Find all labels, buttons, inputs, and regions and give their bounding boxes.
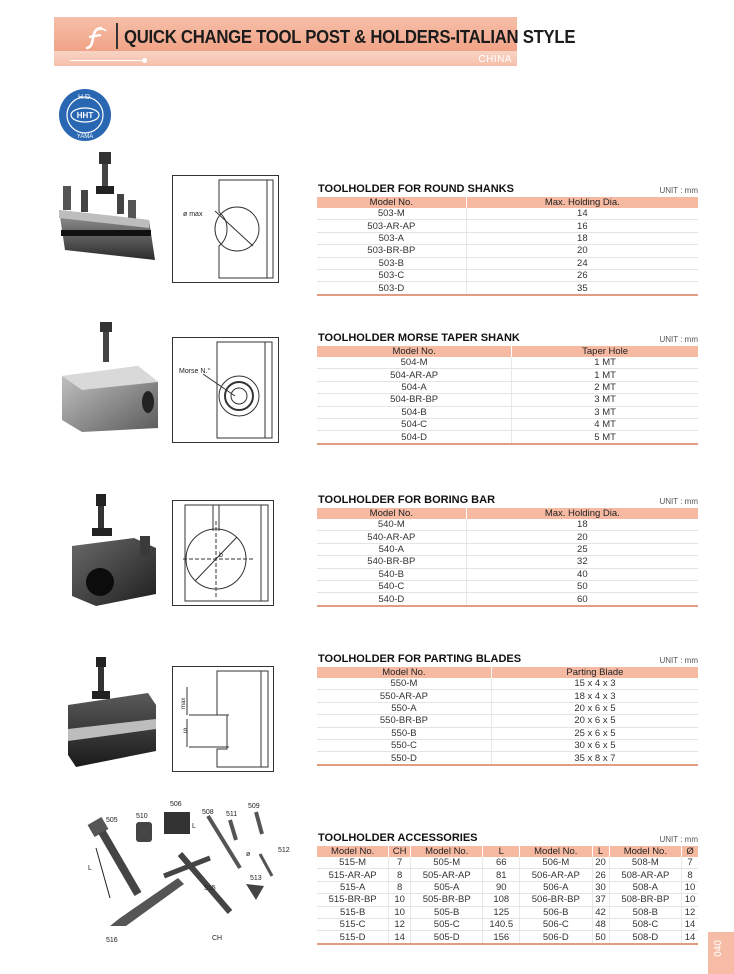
table-row bbox=[317, 418, 698, 430]
section-title-accessories: TOOLHOLDER ACCESSORIES bbox=[318, 832, 478, 844]
cell-value: 35 x 8 x 7 bbox=[491, 752, 698, 765]
table-row bbox=[317, 406, 698, 418]
col-header-model-505: Model No. bbox=[410, 846, 482, 857]
cell-value: 12 bbox=[682, 906, 698, 918]
cell-model: 504-BR-BP bbox=[317, 394, 512, 406]
section-title-parting-blades: TOOLHOLDER FOR PARTING BLADES bbox=[318, 653, 522, 665]
cell-value: 20 bbox=[466, 245, 698, 257]
cell-value: 25 bbox=[466, 543, 698, 555]
cell-model: 540-M bbox=[317, 519, 466, 531]
brand-badge-logo bbox=[58, 88, 112, 142]
cell-model: 515-C bbox=[317, 918, 389, 930]
cell-value: 30 bbox=[592, 881, 609, 893]
cell-model: 505-B bbox=[410, 906, 482, 918]
cell-model: 504-D bbox=[317, 431, 512, 444]
cell-model: 504-A bbox=[317, 381, 512, 393]
cell-model: 504-M bbox=[317, 357, 512, 369]
cell-value: 26 bbox=[466, 269, 698, 281]
cell-model: 504-B bbox=[317, 406, 512, 418]
cell-value: 14 bbox=[466, 208, 698, 220]
table-row bbox=[317, 245, 698, 257]
part-label-505: 505 bbox=[106, 817, 118, 824]
cell-value: 16 bbox=[466, 220, 698, 232]
cell-value: 26 bbox=[592, 869, 609, 881]
table-row bbox=[317, 519, 698, 531]
table-row bbox=[317, 568, 698, 580]
round-shank-holder-photo bbox=[55, 150, 161, 280]
cell-value: 14 bbox=[682, 918, 698, 930]
cell-model: 503-BR-BP bbox=[317, 245, 466, 257]
cell-model: 515-BR-BP bbox=[317, 894, 389, 906]
cell-value: 25 x 6 x 5 bbox=[491, 727, 698, 739]
cell-model: 503-AR-AP bbox=[317, 220, 466, 232]
table-row bbox=[317, 394, 698, 406]
table-row bbox=[317, 931, 698, 944]
table-row bbox=[317, 431, 698, 444]
boring-bar-holder-photo bbox=[68, 490, 160, 610]
col-header-model-515: Model No. bbox=[317, 846, 389, 857]
boring-bar-diagram bbox=[172, 500, 274, 606]
section-title-round-shanks: TOOLHOLDER FOR ROUND SHANKS bbox=[318, 183, 514, 195]
cell-model: 540-D bbox=[317, 593, 466, 606]
cell-value: 10 bbox=[389, 906, 411, 918]
table-row bbox=[317, 739, 698, 751]
table-row bbox=[317, 857, 698, 869]
table-row bbox=[317, 580, 698, 592]
col-header-model-508: Model No. bbox=[609, 846, 681, 857]
cell-value: 10 bbox=[682, 881, 698, 893]
header-subband bbox=[54, 51, 517, 66]
morse-taper-diagram bbox=[172, 337, 279, 443]
header-rule-dot bbox=[142, 58, 147, 63]
cell-model: 505-A bbox=[410, 881, 482, 893]
cell-model: 505-M bbox=[410, 857, 482, 869]
cell-value: 12 bbox=[389, 918, 411, 930]
page-number: 040 bbox=[713, 940, 724, 957]
parting-blade-diagram bbox=[172, 666, 274, 772]
cell-value: 14 bbox=[389, 931, 411, 944]
cell-value: 2 MT bbox=[512, 381, 698, 393]
cell-value: 81 bbox=[483, 869, 520, 881]
cell-model: 550-AR-AP bbox=[317, 690, 491, 702]
table-row bbox=[317, 752, 698, 765]
cell-model: 503-A bbox=[317, 232, 466, 244]
cell-model: 508-C bbox=[609, 918, 681, 930]
table-row bbox=[317, 232, 698, 244]
cell-model: 503-D bbox=[317, 282, 466, 295]
part-label-516: 516 bbox=[106, 937, 118, 944]
cell-value: 32 bbox=[466, 556, 698, 568]
cell-value: 1 MT bbox=[512, 369, 698, 381]
cell-value: 20 bbox=[592, 857, 609, 869]
cell-value: 24 bbox=[466, 257, 698, 269]
cell-model: 540-BR-BP bbox=[317, 556, 466, 568]
table-row bbox=[317, 269, 698, 281]
cell-value: 14 bbox=[682, 931, 698, 944]
cell-value: 8 bbox=[389, 881, 411, 893]
col-header-phi: Ø bbox=[682, 846, 698, 857]
stylized-f-logo-icon bbox=[82, 24, 110, 52]
cell-model: 506-C bbox=[520, 918, 592, 930]
cell-model: 505-BR-BP bbox=[410, 894, 482, 906]
cell-model: 506-B bbox=[520, 906, 592, 918]
cell-value: 4 MT bbox=[512, 418, 698, 430]
col-header-value: Taper Hole bbox=[512, 346, 698, 357]
dim-label-ch: CH bbox=[212, 935, 223, 942]
table-row bbox=[317, 727, 698, 739]
cell-model: 505-C bbox=[410, 918, 482, 930]
cell-model: 550-M bbox=[317, 678, 491, 690]
page-title: QUICK CHANGE TOOL POST & HOLDERS-ITALIAN STYLE bbox=[124, 27, 576, 47]
cell-model: 506-BR-BP bbox=[520, 894, 592, 906]
cell-value: 18 bbox=[466, 232, 698, 244]
cell-model: 503-M bbox=[317, 208, 466, 220]
cell-model: 505-AR-AP bbox=[410, 869, 482, 881]
col-header-l-506: L bbox=[592, 846, 609, 857]
parting-blades-table bbox=[317, 667, 698, 766]
cell-model: 504-AR-AP bbox=[317, 369, 512, 381]
cell-value: 10 bbox=[389, 894, 411, 906]
table-row bbox=[317, 690, 698, 702]
table-row bbox=[317, 715, 698, 727]
table-row bbox=[317, 257, 698, 269]
cell-value: 3 MT bbox=[512, 394, 698, 406]
cell-model: 506-A bbox=[520, 881, 592, 893]
col-header-l-505: L bbox=[483, 846, 520, 857]
table-row bbox=[317, 208, 698, 220]
unit-label: UNIT : mm bbox=[659, 497, 698, 506]
cell-value: 90 bbox=[483, 881, 520, 893]
cell-value: 125 bbox=[483, 906, 520, 918]
accessories-table bbox=[317, 846, 698, 945]
brand-bottom-text: YAMA bbox=[76, 134, 94, 140]
unit-label: UNIT : mm bbox=[659, 656, 698, 665]
round-shank-diagram bbox=[172, 175, 279, 283]
table-row bbox=[317, 220, 698, 232]
table-row bbox=[317, 593, 698, 606]
cell-value: 48 bbox=[592, 918, 609, 930]
cell-model: 508-B bbox=[609, 906, 681, 918]
dim-label-l2: L bbox=[192, 823, 196, 830]
col-header-value: Max. Holding Dia. bbox=[466, 197, 698, 208]
table-row bbox=[317, 369, 698, 381]
part-label-512: 512 bbox=[278, 847, 290, 854]
header-rule bbox=[70, 60, 144, 61]
part-label-515: 515 bbox=[204, 885, 216, 892]
unit-label: UNIT : mm bbox=[659, 186, 698, 195]
brand-center-text: HHT bbox=[76, 111, 94, 120]
dim-label-phi: ø bbox=[246, 851, 251, 858]
col-header-ch: CH bbox=[389, 846, 411, 857]
morse-taper-table bbox=[317, 346, 698, 445]
cell-value: 50 bbox=[466, 580, 698, 592]
table-row bbox=[317, 282, 698, 295]
cell-value: 8 bbox=[389, 869, 411, 881]
col-header-model: Model No. bbox=[317, 197, 466, 208]
diagram-label-s: S bbox=[183, 728, 188, 735]
cell-model: 550-D bbox=[317, 752, 491, 765]
cell-value: 30 x 6 x 5 bbox=[491, 739, 698, 751]
table-row bbox=[317, 918, 698, 930]
cell-value: 20 bbox=[466, 531, 698, 543]
cell-model: 515-B bbox=[317, 906, 389, 918]
cell-model: 540-B bbox=[317, 568, 466, 580]
cell-model: 508-A bbox=[609, 881, 681, 893]
dim-label-l1: L bbox=[88, 865, 92, 872]
cell-value: 37 bbox=[592, 894, 609, 906]
table-row bbox=[317, 678, 698, 690]
table-row bbox=[317, 531, 698, 543]
cell-model: 550-A bbox=[317, 702, 491, 714]
table-row bbox=[317, 869, 698, 881]
cell-value: 40 bbox=[466, 568, 698, 580]
diagram-label-max: max bbox=[181, 697, 187, 709]
cell-model: 515-M bbox=[317, 857, 389, 869]
brand-top-text: H.D. bbox=[78, 94, 92, 101]
cell-model: 550-BR-BP bbox=[317, 715, 491, 727]
cell-model: 503-C bbox=[317, 269, 466, 281]
cell-model: 550-B bbox=[317, 727, 491, 739]
header-separator bbox=[116, 23, 118, 49]
table-row bbox=[317, 357, 698, 369]
table-row bbox=[317, 381, 698, 393]
accessories-illustration bbox=[60, 798, 300, 948]
cell-model: 508-BR-BP bbox=[609, 894, 681, 906]
part-label-506: 506 bbox=[170, 801, 182, 808]
col-header-value: Parting Blade bbox=[491, 667, 698, 678]
cell-value: 10 bbox=[682, 894, 698, 906]
cell-model: 515-AR-AP bbox=[317, 869, 389, 881]
col-header-model-506: Model No. bbox=[520, 846, 592, 857]
col-header-model: Model No. bbox=[317, 346, 512, 357]
cell-value: 50 bbox=[592, 931, 609, 944]
cell-model: 515-D bbox=[317, 931, 389, 944]
cell-value: 18 x 4 x 3 bbox=[491, 690, 698, 702]
cell-value: 66 bbox=[483, 857, 520, 869]
cell-value: 156 bbox=[483, 931, 520, 944]
unit-label: UNIT : mm bbox=[659, 835, 698, 844]
cell-model: 504-C bbox=[317, 418, 512, 430]
part-label-508: 508 bbox=[202, 809, 214, 816]
cell-value: 1 MT bbox=[512, 357, 698, 369]
part-label-513: 513 bbox=[250, 875, 262, 882]
part-label-511: 511 bbox=[226, 811, 238, 818]
boring-bar-table bbox=[317, 508, 698, 607]
diagram-label-b: b bbox=[219, 552, 223, 559]
cell-value: 18 bbox=[466, 519, 698, 531]
cell-value: 108 bbox=[483, 894, 520, 906]
morse-taper-holder-photo bbox=[60, 320, 160, 435]
section-title-morse-taper: TOOLHOLDER MORSE TAPER SHANK bbox=[318, 332, 520, 344]
cell-value: 42 bbox=[592, 906, 609, 918]
cell-model: 506-M bbox=[520, 857, 592, 869]
cell-value: 5 MT bbox=[512, 431, 698, 444]
cell-value: 7 bbox=[682, 857, 698, 869]
col-header-model: Model No. bbox=[317, 508, 466, 519]
cell-value: 140.5 bbox=[483, 918, 520, 930]
cell-model: 505-D bbox=[410, 931, 482, 944]
cell-model: 540-AR-AP bbox=[317, 531, 466, 543]
table-row bbox=[317, 702, 698, 714]
table-row bbox=[317, 881, 698, 893]
table-row bbox=[317, 543, 698, 555]
cell-value: 7 bbox=[389, 857, 411, 869]
cell-model: 506-D bbox=[520, 931, 592, 944]
cell-model: 508-D bbox=[609, 931, 681, 944]
section-title-boring-bar: TOOLHOLDER FOR BORING BAR bbox=[318, 494, 496, 506]
cell-model: 515-A bbox=[317, 881, 389, 893]
cell-value: 35 bbox=[466, 282, 698, 295]
cell-value: 20 x 6 x 5 bbox=[491, 702, 698, 714]
parting-blade-holder-photo bbox=[62, 655, 160, 775]
cell-model: 540-C bbox=[317, 580, 466, 592]
cell-model: 506-AR-AP bbox=[520, 869, 592, 881]
cell-value: 3 MT bbox=[512, 406, 698, 418]
col-header-model: Model No. bbox=[317, 667, 491, 678]
cell-model: 550-C bbox=[317, 739, 491, 751]
round-shanks-table bbox=[317, 197, 698, 296]
cell-model: 503-B bbox=[317, 257, 466, 269]
table-row bbox=[317, 894, 698, 906]
diagram-label-phi-max: ø max bbox=[183, 211, 203, 218]
country-label: CHINA bbox=[478, 54, 512, 65]
table-row bbox=[317, 906, 698, 918]
cell-value: 60 bbox=[466, 593, 698, 606]
cell-model: 540-A bbox=[317, 543, 466, 555]
cell-model: 508-M bbox=[609, 857, 681, 869]
unit-label: UNIT : mm bbox=[659, 335, 698, 344]
cell-value: 8 bbox=[682, 869, 698, 881]
table-row bbox=[317, 556, 698, 568]
cell-model: 508-AR-AP bbox=[609, 869, 681, 881]
cell-value: 15 x 4 x 3 bbox=[491, 678, 698, 690]
cell-value: 20 x 6 x 5 bbox=[491, 715, 698, 727]
col-header-value: Max. Holding Dia. bbox=[466, 508, 698, 519]
part-label-509: 509 bbox=[248, 803, 260, 810]
diagram-label-morse: Morse N.° bbox=[179, 368, 211, 375]
part-label-510: 510 bbox=[136, 813, 148, 820]
